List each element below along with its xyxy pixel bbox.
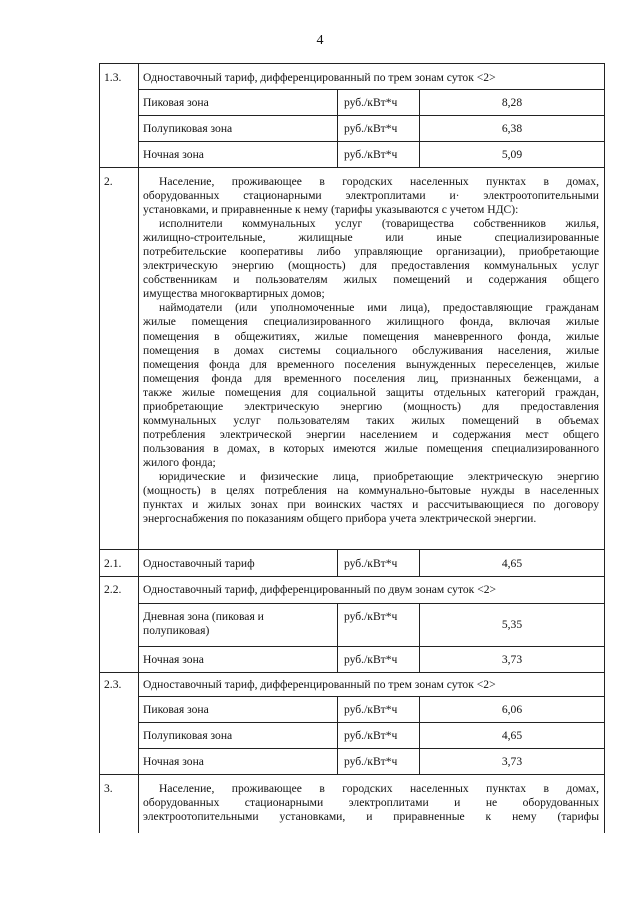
row-title: Одноставочный тариф, дифференцированный по двум зонам суток <2> — [143, 583, 497, 596]
row-number: 3. — [104, 782, 113, 795]
zone-label-continued: полупиковая) — [143, 624, 210, 637]
tariff-value: 6,38 — [501, 122, 523, 135]
category-description: Население, проживающее в городских населенных пунктах в домах, оборудованных стационарными электроплитами и не оборудованных электроотопительными установками, и приравненные к нему (тарифы — [143, 782, 599, 824]
zone-label: Пиковая зона — [143, 703, 209, 716]
row-title: Одноставочный тариф, дифференцированный по трем зонам суток <2> — [143, 71, 496, 84]
tariff-value: 4,65 — [501, 557, 523, 570]
tariff-value: 6,06 — [501, 703, 523, 716]
zone-label: Полупиковая зона — [143, 122, 233, 135]
tariff-value: 5,09 — [501, 148, 523, 161]
tariff-value: 4,65 — [501, 729, 523, 742]
zone-label: Дневная зона (пиковая и — [143, 610, 264, 623]
page-number: 4 — [316, 33, 324, 48]
row-border — [99, 672, 605, 673]
row-title: Одноставочный тариф — [143, 557, 255, 570]
zone-label: Пиковая зона — [143, 96, 209, 109]
row-border — [99, 167, 605, 168]
unit-label: руб./кВт*ч — [344, 653, 398, 666]
row-border — [99, 774, 605, 775]
row-border — [138, 115, 605, 116]
unit-col-divider — [337, 89, 338, 167]
unit-col-divider — [337, 549, 338, 576]
tariff-value: 8,28 — [501, 96, 523, 109]
row-border — [99, 576, 605, 577]
unit-label: руб./кВт*ч — [344, 729, 398, 742]
category-description: Население, проживающее в городских населенных пунктах в домах, оборудованных стационарными электроплитами и· электроотопительными установками, и приравненные к нему (тарифы указываются с учетом НДС): исполнители коммунальных услуг (товарищества собственников жилья, жилищно-строительные, жилищные или иные специализированные потребительские кооперативы либо управляющие организации), приобретающие электрическую энергию (мощность) для предоставления коммунальных услуг собственникам и пользователям жилых помещений и содержания общего имущества многоквартирных домов; наймодатели (или уполномоченные ими лица), предоставляющие гражданам жилые помещения специализированного жилищного фонда, включая жилые помещения в общежитиях, жилые помещения маневренного фонда, жилые помещения в домах системы социального обслуживания населения, жилые помещения фонда для временного поселения вынужденных переселенцев, жилые помещения фонда для временного поселения лиц, признанных беженцами, а также жилые помещения для социальной защиты отдельных категорий граждан, приобретающие электрическую энергию (мощность) для предоставления коммунальных услуг пользователям таких жилых помещений в объемах потребления электрической энергии населением и содержания мест общего пользования в домах, в которых имеются жилые помещения специализированного жилого фонда; юридические и физические лица, приобретающие электрическую энергию (мощность) в целях потребления на коммунально-бытовые нужды в населенных пунктах и жилых зонах при воинских частях и рассчитывающиеся по договору энергоснабжения по показаниям общего прибора учета электрической энергии. — [143, 175, 599, 526]
unit-label: руб./кВт*ч — [344, 703, 398, 716]
zone-label: Полупиковая зона — [143, 729, 233, 742]
row-border — [99, 63, 605, 64]
row-border — [138, 89, 605, 90]
row-number: 1.3. — [104, 71, 122, 84]
zone-label: Ночная зона — [143, 755, 204, 768]
unit-label: руб./кВт*ч — [344, 96, 398, 109]
row-border — [138, 696, 605, 697]
row-number: 2.2. — [104, 583, 122, 596]
row-number: 2. — [104, 175, 113, 188]
unit-col-divider — [337, 603, 338, 672]
tariff-value: 3,73 — [501, 653, 523, 666]
unit-col-divider — [337, 696, 338, 774]
unit-label: руб./кВт*ч — [344, 122, 398, 135]
row-border — [138, 748, 605, 749]
unit-label: руб./кВт*ч — [344, 557, 398, 570]
zone-label: Ночная зона — [143, 148, 204, 161]
tariff-value: 5,35 — [501, 618, 523, 631]
zone-label: Ночная зона — [143, 653, 204, 666]
unit-label: руб./кВт*ч — [344, 610, 398, 623]
row-border — [138, 603, 605, 604]
unit-label: руб./кВт*ч — [344, 148, 398, 161]
row-border — [138, 646, 605, 647]
row-title: Одноставочный тариф, дифференцированный по трем зонам суток <2> — [143, 678, 496, 691]
table-right-border — [604, 63, 605, 833]
row-number: 2.3. — [104, 678, 122, 691]
unit-label: руб./кВт*ч — [344, 755, 398, 768]
table-col-divider — [138, 63, 139, 833]
table-left-border — [99, 63, 100, 833]
row-number: 2.1. — [104, 557, 122, 570]
row-border — [99, 549, 605, 550]
row-border — [138, 722, 605, 723]
row-border — [138, 141, 605, 142]
tariff-value: 3,73 — [501, 755, 523, 768]
